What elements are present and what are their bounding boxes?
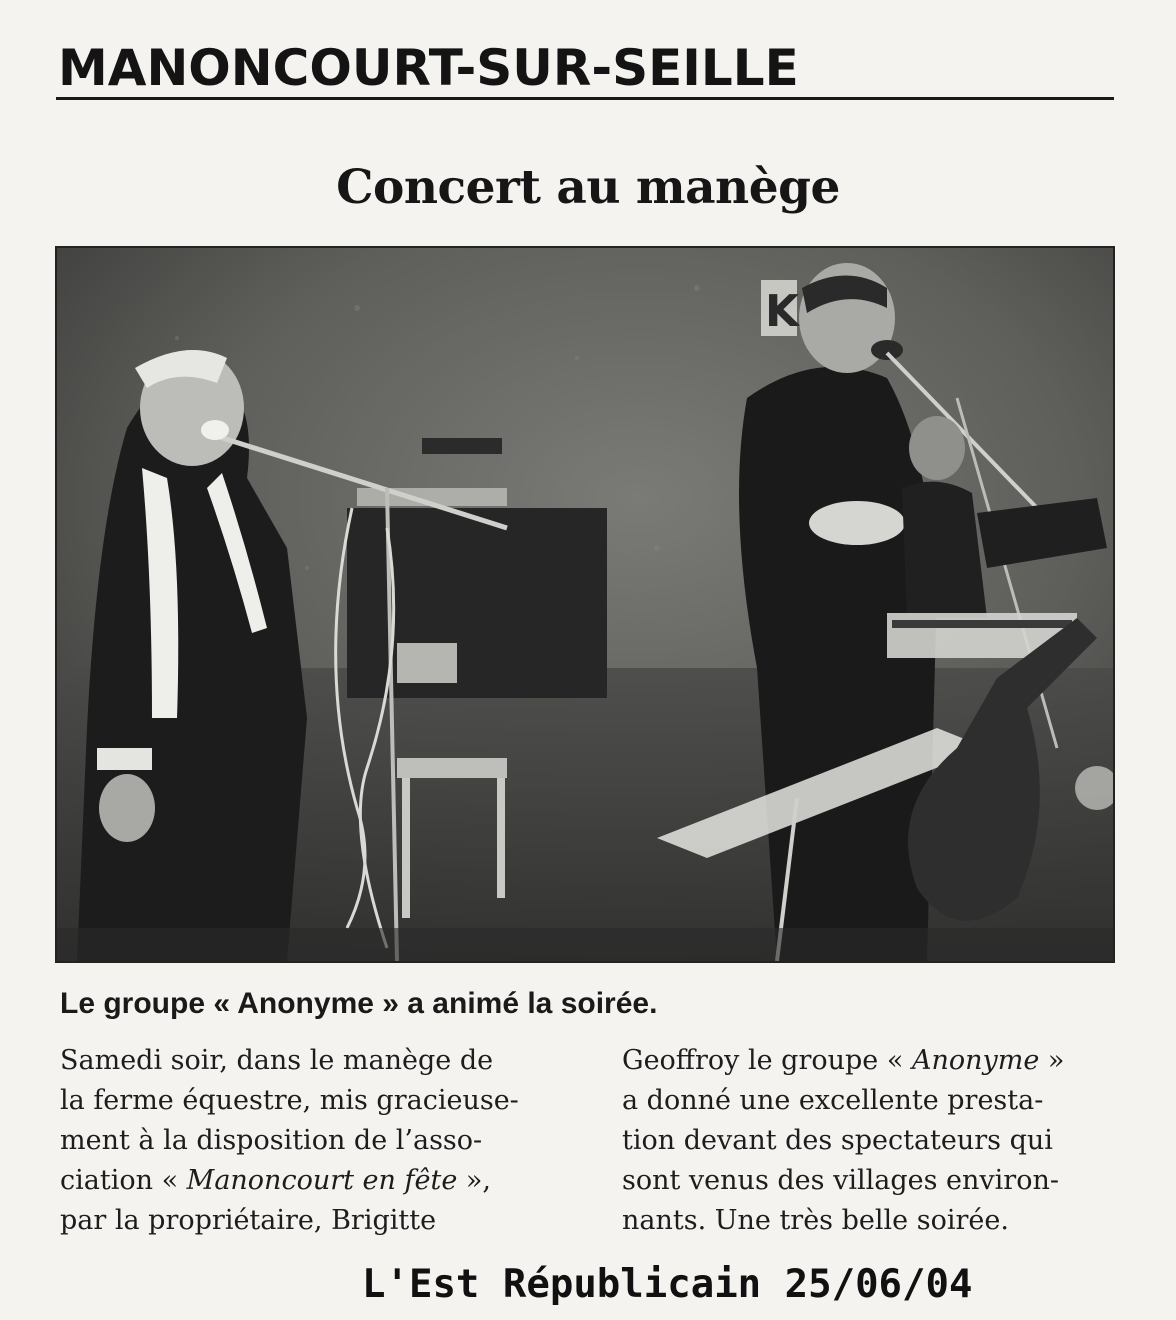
article-headline: Concert au manège <box>336 160 840 215</box>
body-line: Samedi soir, dans le manège de <box>60 1045 494 1076</box>
body-line: nants. Une très belle soirée. <box>622 1205 1009 1236</box>
body-line: tion devant des spectateurs qui <box>622 1125 1053 1156</box>
body-column-right <box>622 1041 1116 1241</box>
body-line: par la propriétaire, Brigitte <box>60 1205 437 1236</box>
emphasized-name: Anonyme <box>911 1045 1040 1076</box>
concert-photo <box>55 246 1115 963</box>
body-line: ment à la disposition de l’asso- <box>60 1125 483 1156</box>
emphasized-name: Manoncourt en fête <box>186 1165 458 1196</box>
body-line: ciation « Manoncourt en fête », <box>60 1165 491 1196</box>
article-kicker: MANONCOURT-SUR-SEILLE <box>58 39 799 97</box>
source-credit: L'Est Républicain 25/06/04 <box>362 1262 973 1307</box>
body-line: sont venus des villages environ- <box>622 1165 1059 1196</box>
photo-caption: Le groupe « Anonyme » a animé la soirée. <box>60 987 658 1020</box>
photo-sign-letter: K <box>765 286 800 337</box>
body-line: Geoffroy le groupe « Anonyme » <box>622 1045 1065 1076</box>
body-line: la ferme équestre, mis gracieuse- <box>60 1085 519 1116</box>
body-column-left <box>60 1041 558 1241</box>
kicker-rule <box>56 97 1114 100</box>
body-line: a donné une excellente presta- <box>622 1085 1044 1116</box>
